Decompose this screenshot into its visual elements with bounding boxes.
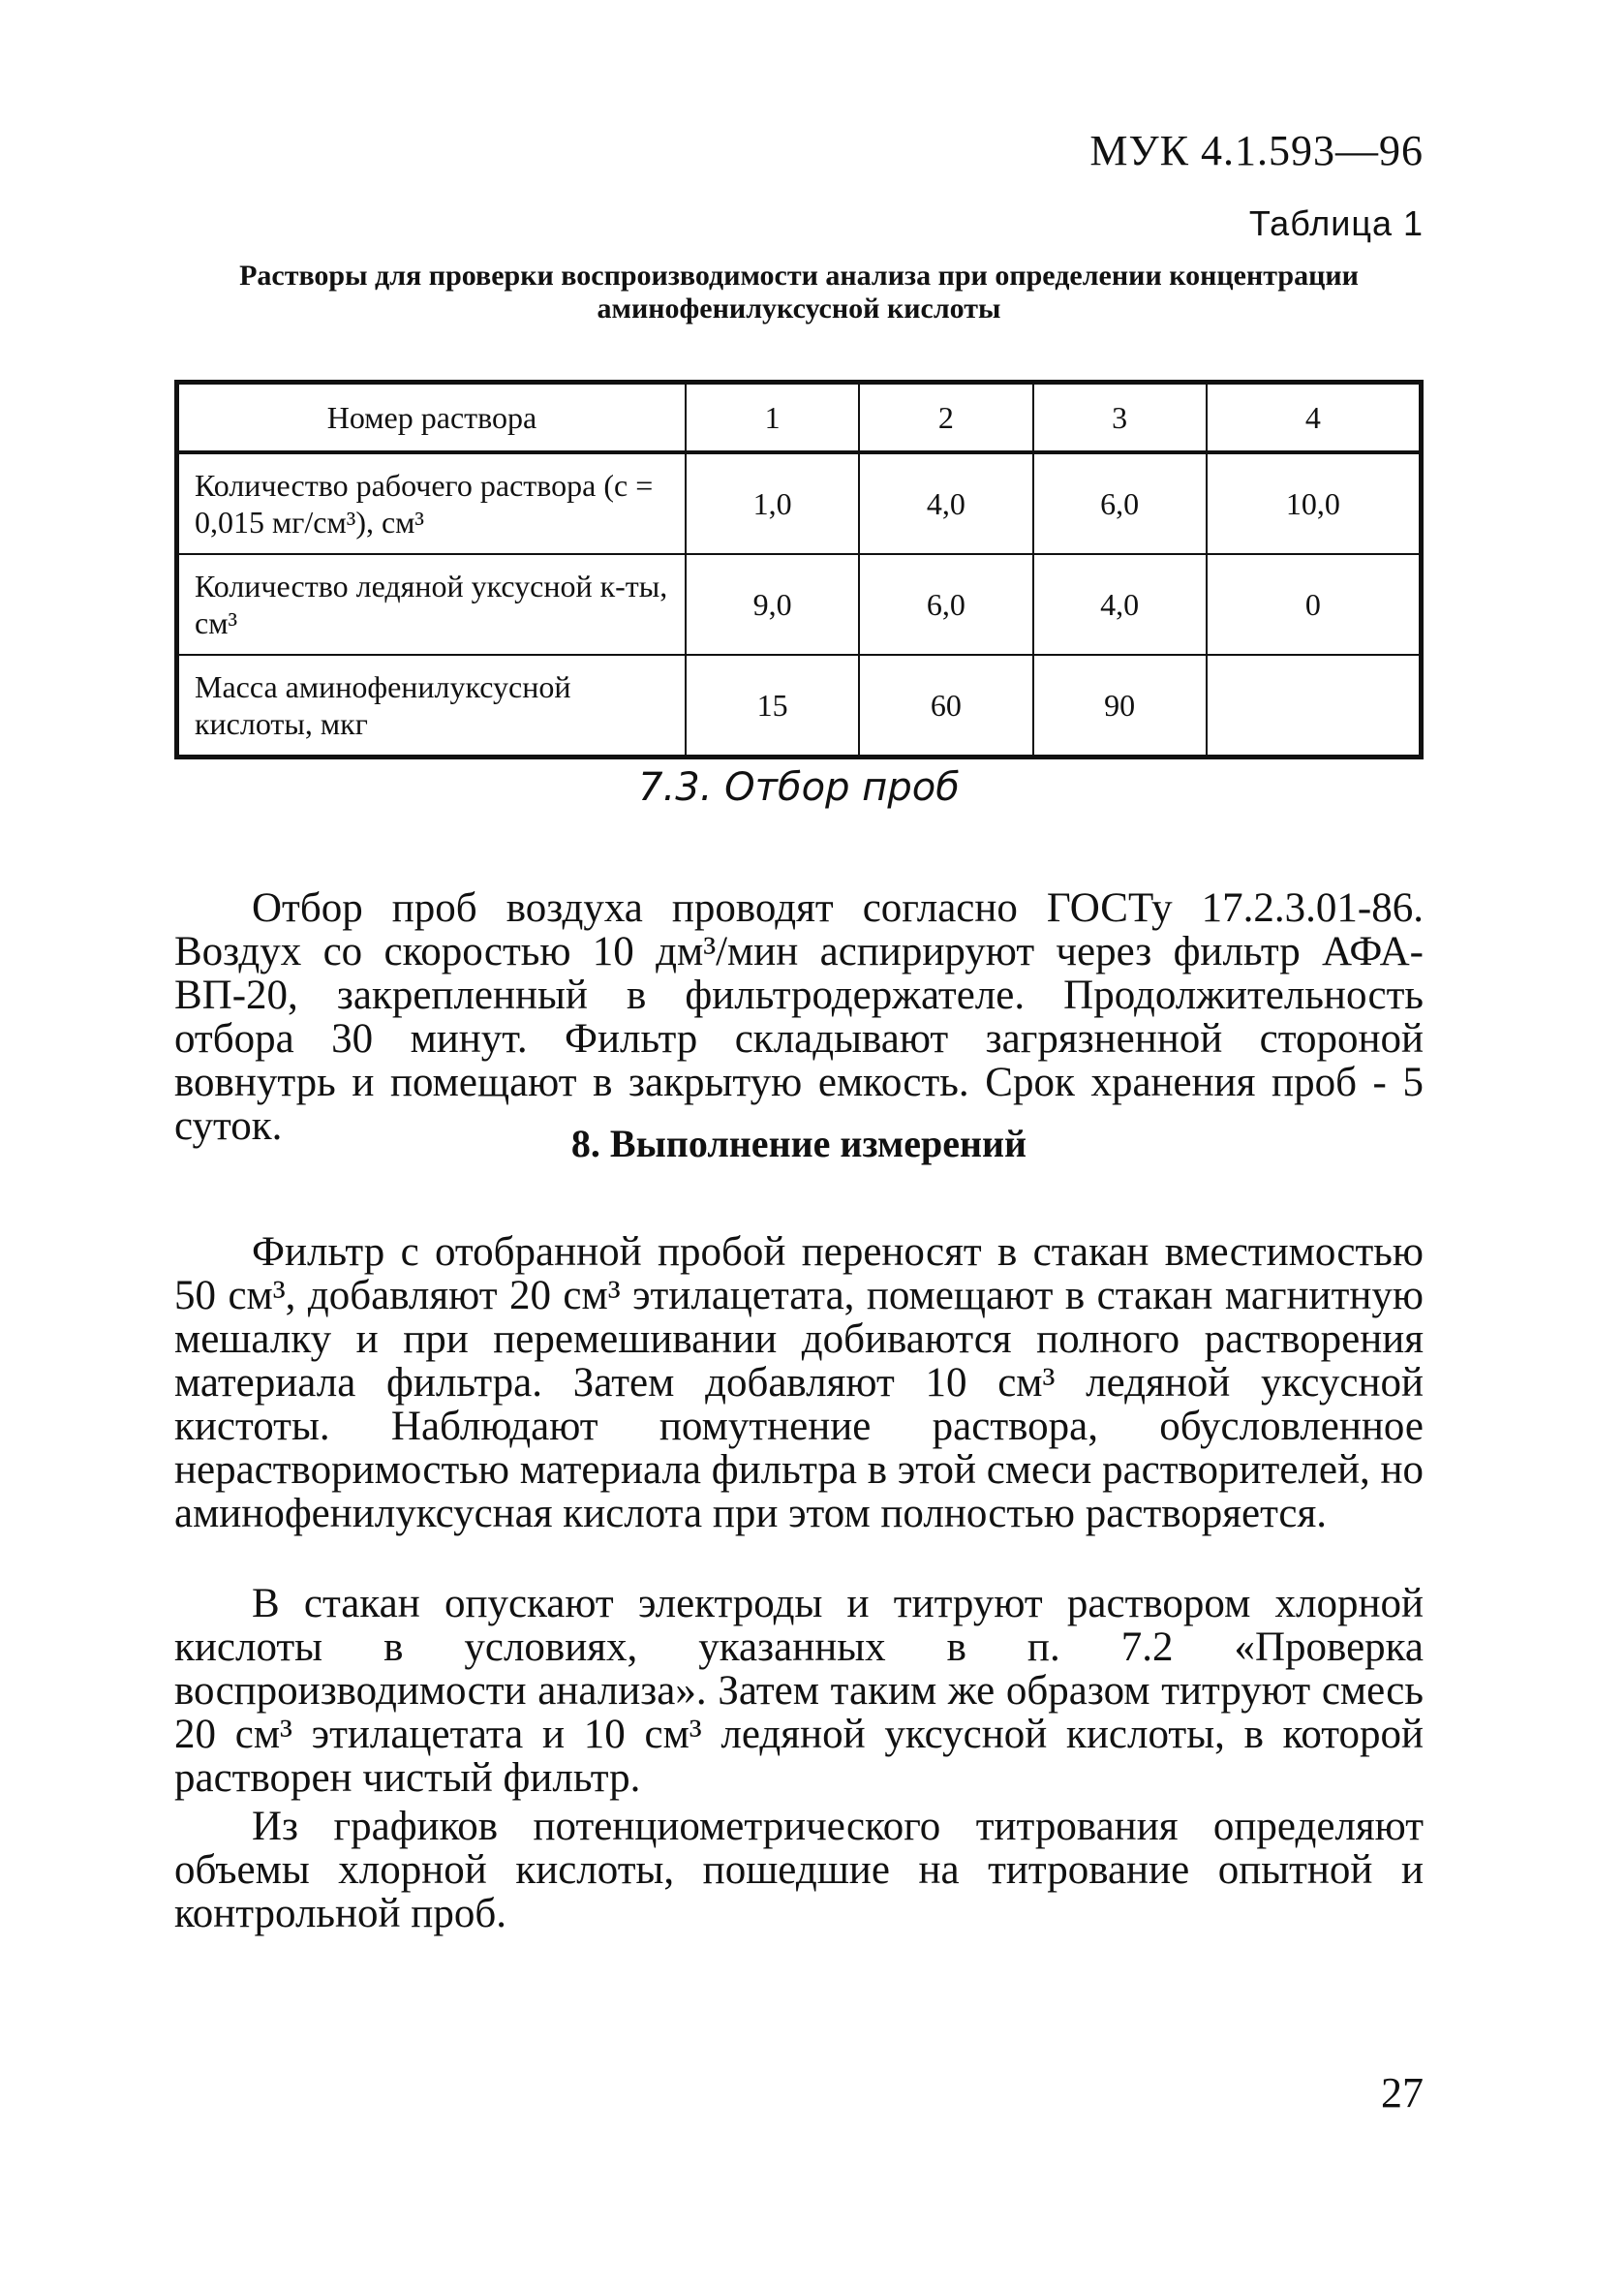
table-header-cell: 1 [686, 383, 859, 453]
table-row [177, 554, 1422, 655]
table-header-row [177, 383, 1422, 453]
page-number: 27 [1381, 2069, 1424, 2117]
table-cell: 90 [1033, 655, 1207, 758]
table-title: Растворы для проверки воспроизводимости анализа при определении концентрации аминофенилуксусной кислоты [239, 260, 1359, 325]
table-cell: 1,0 [686, 452, 859, 554]
table-cell: 15 [686, 655, 859, 758]
table-cell: 4,0 [1033, 554, 1207, 655]
table-row [177, 655, 1422, 758]
table-cell: 0 [1207, 554, 1422, 655]
table-cell: 6,0 [1033, 452, 1207, 554]
paragraph-sampling: Отбор проб воздуха проводят согласно ГОСТу 17.2.3.01-86. Воздух со скоростью 10 дм³/мин аспирируют через фильтр АФА-ВП-20, закрепленный в фильтродержателе. Продолжительность отбора 30 минут. Фильтр складывают загрязненной стороной вовнутрь и помещают в закрытую емкость. Срок хранения проб - 5 суток. [174, 885, 1424, 1149]
table-cell [1207, 655, 1422, 758]
table-cell: 9,0 [686, 554, 859, 655]
table-cell: 4,0 [859, 452, 1032, 554]
table-header-cell: 2 [859, 383, 1032, 453]
paragraph-measurement-3: Из графиков потенциометрического титрования определяют объемы хлорной кислоты, пошедшие на титрование опытной и контрольной проб. [174, 1804, 1424, 1936]
table-row [177, 452, 1422, 554]
table-cell: 10,0 [1207, 452, 1422, 554]
document-code: МУК 4.1.593—96 [1089, 127, 1424, 174]
row-label: Количество ледяной уксусной к-ты, см³ [177, 554, 687, 655]
table-header-cell: 4 [1207, 383, 1422, 453]
row-label: Количество рабочего раствора (с = 0,015 мг/см³), см³ [177, 452, 687, 554]
table-number: Таблица 1 [1248, 203, 1424, 243]
table-cell: 6,0 [859, 554, 1032, 655]
paragraph-measurement-1: Фильтр с отобранной пробой переносят в стакан вместимостью 50 см³, добавляют 20 см³ этилацетата, помещают в стакан магнитную мешалку и при перемешивании добиваются полного растворения материала фильтра. Затем добавляют 10 см³ ледяной уксусной кистоты. Наблюдают помутнение раствора, обусловленное нерастворимостью материала фильтра в этой смеси растворителей, но аминофенилуксусная кислота при этом полностью растворяется. [174, 1229, 1424, 1536]
table-header-cell: Номер раствора [177, 383, 687, 453]
table-cell: 60 [859, 655, 1032, 758]
row-label: Масса аминофенилуксусной кислоты, мкг [177, 655, 687, 758]
document-page [174, 0, 1424, 2288]
section-heading-7-3: 7.3. Отбор проб [638, 765, 960, 810]
paragraph-measurement-2: В стакан опускают электроды и титруют раствором хлорной кислоты в условиях, указанных в п. 7.2 «Проверка воспроизводимости анализа». Затем таким же образом титруют смесь 20 см³ этилацетата и 10 см³ ледяной уксусной кислоты, в которой растворен чистый фильтр. [174, 1581, 1424, 1801]
table-header-cell: 3 [1033, 383, 1207, 453]
solutions-table [174, 380, 1424, 759]
section-heading-8: 8. Выполнение измерений [570, 1122, 1027, 1165]
